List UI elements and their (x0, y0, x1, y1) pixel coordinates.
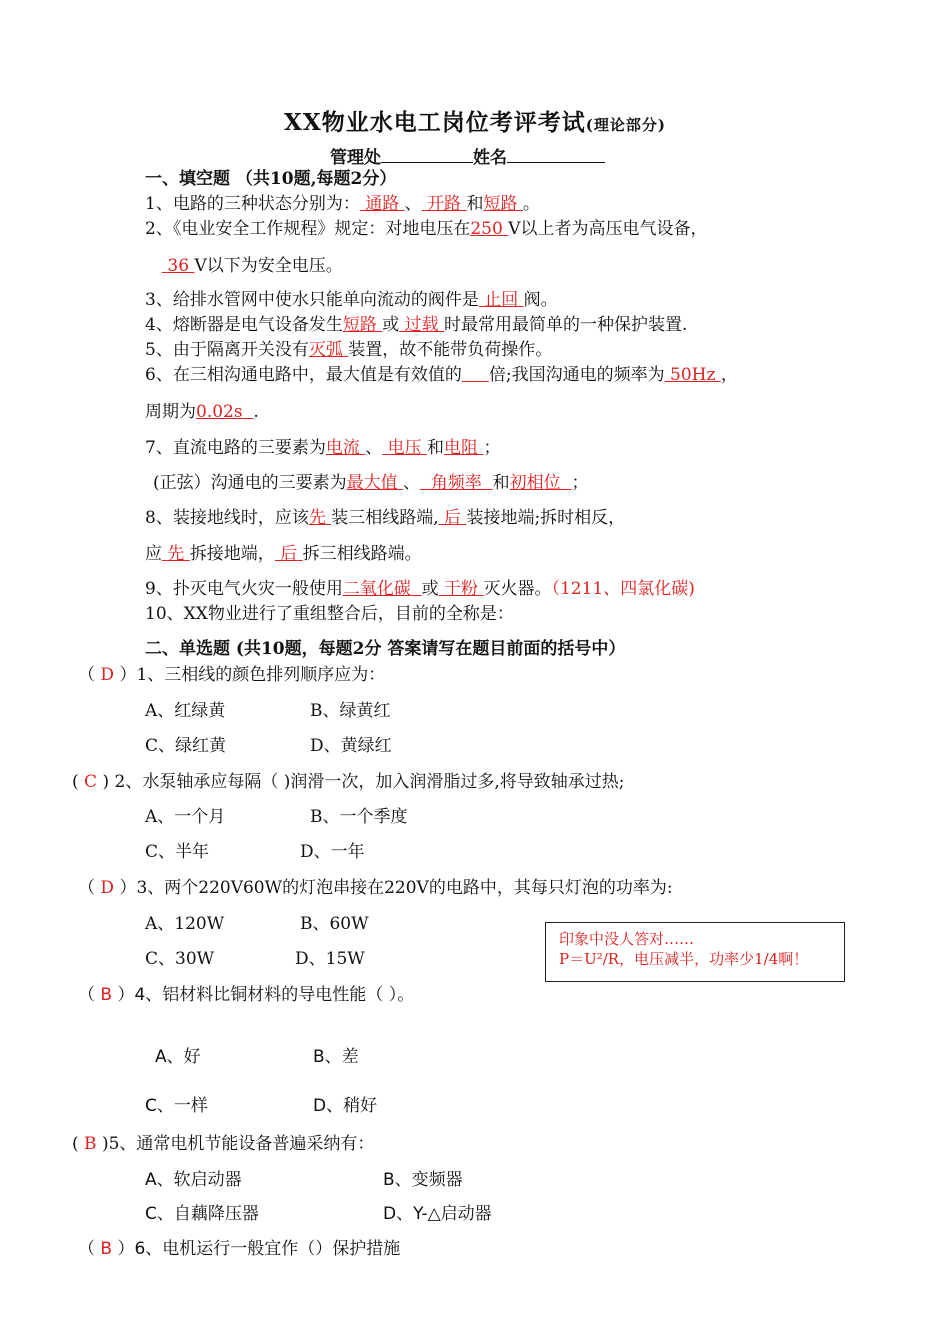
choice-question-4: （ B ）4、铝材料比铜材料的导电性能（ ）。 (78, 985, 415, 1005)
choice-1-option-a: A、红绿黄 (145, 701, 226, 721)
fill-question-8-line2: 应 先 拆接地端， 后 拆三相线路端。 (145, 544, 422, 564)
section1-heading: 一、填空题 （共10题,每题2分） (145, 169, 397, 189)
answer-4: B (100, 985, 113, 1005)
choice-2-option-c: C、半年 (145, 842, 210, 862)
answer-3: D (100, 878, 115, 898)
choice-question-5: ( B )5、通常电机节能设备普遍采纳有： (72, 1134, 375, 1154)
annotation-note (545, 922, 845, 982)
fill-question-8: 8、装接地线时，应该先 装三相线路端, 后 装接地端;拆时相反， (145, 508, 626, 528)
choice-question-2: ( C ) 2、水泵轴承应每隔（ )润滑一次，加入润滑脂过多,将导致轴承过热; (72, 772, 625, 792)
answer-2: C (84, 772, 98, 792)
choice-2-option-b: B、一个季度 (310, 807, 408, 827)
choice-3-option-b: B、60W (300, 914, 369, 934)
choice-question-6: （ B ）6、电机运行一般宜作（）保护措施 (78, 1239, 401, 1259)
choice-3-option-a: A、120W (145, 914, 225, 934)
dept-blank[interactable] (381, 144, 473, 163)
choice-5-option-b: B、变频器 (383, 1170, 463, 1190)
fill-question-2: 2、《电业安全工作规程》规定：对地电压在250 V以上者为高压电气设备， (145, 219, 708, 239)
header-fields (330, 144, 605, 169)
choice-5-option-d: D、Y-△启动器 (383, 1204, 492, 1224)
choice-4-option-a: A、好 (155, 1047, 201, 1067)
fill-question-5: 5、由于隔离开关没有灭弧 装置，故不能带负荷操作。 (145, 340, 553, 360)
name-blank[interactable] (507, 144, 605, 163)
name-label: 姓名 (473, 148, 507, 168)
note-line-2: P＝U²/R，电压减半，功率少1/4啊！ (559, 950, 809, 968)
title-main: XX物业水电工岗位考评考试 (284, 109, 586, 136)
note-line-1: 印象中没人答对…… (559, 930, 695, 948)
fill-question-1: 1、电路的三种状态分别为： 通路 、 开路 和短路 。 (145, 194, 540, 214)
answer-1: D (100, 665, 115, 685)
choice-4-option-b: B、差 (313, 1047, 359, 1067)
page-title (0, 104, 950, 137)
choice-2-option-a: A、一个月 (145, 807, 226, 827)
choice-3-option-c: C、30W (145, 949, 215, 969)
fill-question-7: 7、直流电路的三要素为电流 、 电压 和电阻 ； (145, 438, 501, 458)
answer-5: B (84, 1134, 97, 1154)
choice-5-option-a: A、软启动器 (145, 1170, 242, 1190)
section2-heading: 二、单选题 (共10题，每题2分 答案请写在题目前面的括号中） (145, 639, 626, 659)
choice-1-option-b: B、绿黄红 (310, 701, 391, 721)
answer-6: B (100, 1239, 113, 1259)
fill-question-10: 10、XX物业进行了重组整合后，目前的全称是： (145, 604, 514, 624)
choice-1-option-d: D、黄绿红 (310, 736, 392, 756)
fill-question-6: 6、在三相沟通电路中，最大值是有效值的 倍;我国沟通电的频率为 50Hz ， (145, 365, 738, 385)
choice-3-option-d: D、15W (295, 949, 365, 969)
choice-2-option-d: D、一年 (300, 842, 365, 862)
choice-question-3: （ D ）3、两个220V60W的灯泡串接在220V的电路中，其每只灯泡的功率为: (78, 878, 673, 898)
fill-question-7-line2: (正弦）沟通电的三要素为最大值 、 角频率 和初相位 ； (153, 473, 589, 493)
choice-4-option-c: C、一样 (145, 1096, 208, 1116)
dept-label: 管理处 (330, 148, 381, 168)
title-sub: (理论部分) (585, 116, 666, 134)
fill-question-6-line2: 周期为0.02s . (145, 402, 259, 422)
choice-4-option-d: D、稍好 (313, 1096, 378, 1116)
fill-question-9: 9、扑灭电气火灾一般使用二氧化碳 或 干粉 灭火器。（1211、四氯化碳) (145, 579, 695, 599)
choice-1-option-c: C、绿红黄 (145, 736, 227, 756)
fill-question-2-line2: 36 V以下为安全电压。 (167, 256, 343, 276)
fill-question-4: 4、熔断器是电气设备发生短路 或 过载 时最常用最简单的一种保护装置. (145, 315, 688, 335)
fill-question-3: 3、给排水管网中使水只能单向流动的阀件是 止回 阀。 (145, 290, 558, 310)
choice-question-1: （ D ）1、三相线的颜色排列顺序应为： (78, 665, 386, 685)
choice-5-option-c: C、自藕降压器 (145, 1204, 259, 1224)
